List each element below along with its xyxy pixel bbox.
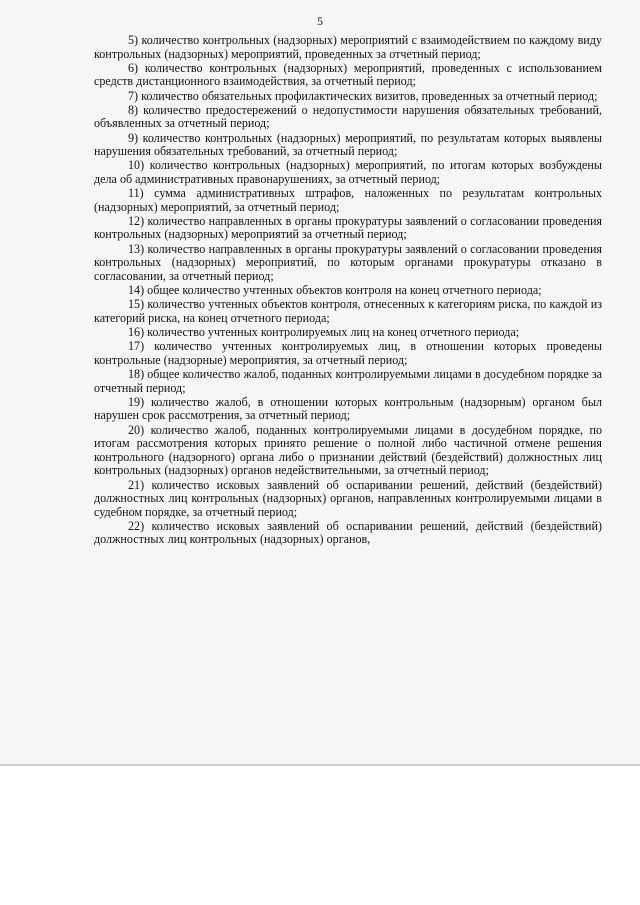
list-item: 7) количество обязательных профилактических визитов, проведенных за отчетный период; <box>128 88 598 103</box>
blank-area <box>0 768 640 905</box>
list-item: 22) количество исковых заявлений об оспаривании решений, действий (бездействий) должностных лиц контрольных (надзорных) органов, <box>94 518 602 547</box>
list-item: 8) количество предостережений о недопустимости нарушения обязательных требований, объявленных за отчетный период; <box>94 102 602 131</box>
list-item: 18) общее количество жалоб, поданных контролируемыми лицами в досудебном порядке за отчетный период; <box>94 366 602 395</box>
list-item: 9) количество контрольных (надзорных) мероприятий, по результатам которых выявлены нарушения обязательных требований, за отчетный период; <box>94 130 602 159</box>
list-item: 21) количество исковых заявлений об оспаривании решений, действий (бездействий) должностных лиц контрольных (надзорных) органов, направленных контролируемыми лицами в судебном порядке, за отчетный период; <box>94 477 602 519</box>
list-item: 5) количество контрольных (надзорных) мероприятий с взаимодействием по каждому виду контрольных (надзорных) мероприятий, проведенных за отчетный период; <box>94 33 602 61</box>
list-item: 16) количество учтенных контролируемых лиц на конец отчетного периода; <box>128 325 520 339</box>
list-item: 15) количество учтенных объектов контроля, отнесенных к категориям риска, по каждой из категорий риска, на конец отчетного периода; <box>94 297 602 325</box>
list-item: 20) количество жалоб, поданных контролируемыми лицами в досудебном порядке, по итогам рассмотрения которых принято решение о полной либо частичной отмене решения контрольного (надзорного) органа либо о признании действий (бездействий) должностных лиц контрольных (надзорных) органов недействительными, за отчетный период; <box>94 422 602 478</box>
page-number: 5 <box>317 14 323 28</box>
list-item: 19) количество жалоб, в отношении которых контрольным (надзорным) органом был нарушен срок рассмотрения, за отчетный период; <box>94 394 602 423</box>
list-item: 10) количество контрольных (надзорных) мероприятий, по итогам которых возбуждены дела об административных правонарушениях, за отчетный период; <box>94 158 602 186</box>
list-item: 6) количество контрольных (надзорных) мероприятий, проведенных с использованием средств дистанционного взаимодействия, за отчетный период; <box>94 60 602 89</box>
list-item: 17) количество учтенных контролируемых лиц, в отношении которых проведены контрольные (надзорные) мероприятия, за отчетный период; <box>94 339 602 367</box>
document-body <box>94 34 602 548</box>
list-item: 13) количество направленных в органы прокуратуры заявлений о согласовании проведения контрольных (надзорных) мероприятий, по которым органами прокуратуры отказано в согласовании, за отчетный период; <box>94 241 602 283</box>
list-item: 11) сумма административных штрафов, наложенных по результатам контрольных (надзорных) мероприятий, за отчетный период; <box>94 186 602 214</box>
list-item: 14) общее количество учтенных объектов контроля на конец отчетного периода; <box>128 283 542 298</box>
list-item: 12) количество направленных в органы прокуратуры заявлений о согласовании проведения контрольных (надзорных) мероприятий за отчетный период; <box>94 213 602 242</box>
